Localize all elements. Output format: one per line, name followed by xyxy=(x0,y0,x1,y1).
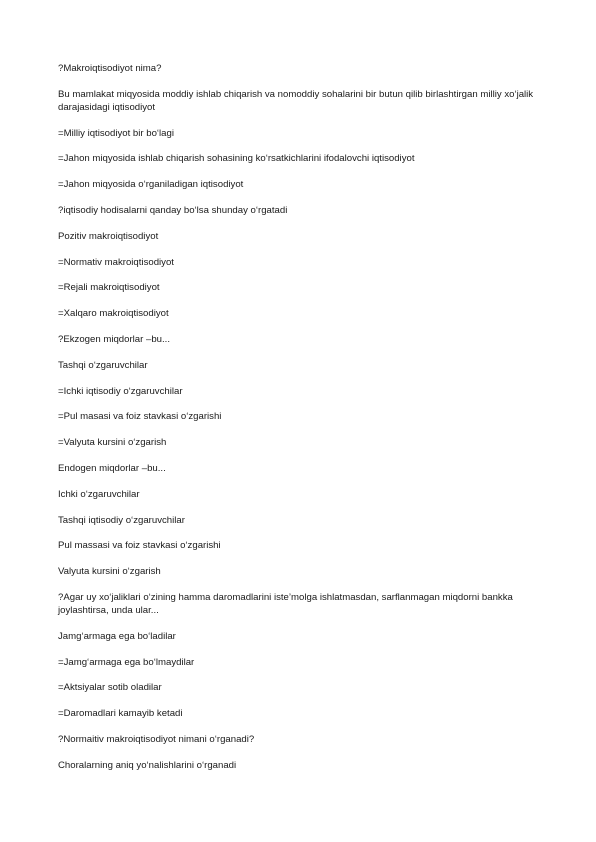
option-line: Tashqi iqtisodiy o‘zgaruvchilar xyxy=(58,514,185,526)
option-line: =Pul masasi va foiz stavkasi o‘zgarishi xyxy=(58,411,222,423)
answer-line: Bu mamlakat miqyosida moddiy ishlab chiqarish va nomoddiy sohalarini bir butun qilib birlashtirgan milliy xo‘jalik darajasidagi iqtisodiyot xyxy=(58,88,534,113)
option-line: Valyuta kursini o‘zgarish xyxy=(58,566,161,578)
answer-line: Tashqi o‘zgaruvchilar xyxy=(58,359,148,371)
option-line: =Rejali makroiqtisodiyot xyxy=(58,282,160,294)
option-line: =Normativ makroiqtisodiyot xyxy=(58,256,174,268)
document-body xyxy=(58,62,540,785)
option-line: =Valyuta kursini o‘zgarish xyxy=(58,437,167,449)
question-line: ?Normaitiv makroiqtisodiyot nimani o‘rganadi? xyxy=(58,733,255,745)
answer-line: Pozitiv makroiqtisodiyot xyxy=(58,230,159,242)
question-line: Endogen miqdorlar –bu... xyxy=(58,462,166,474)
option-line: =Milliy iqtisodiyot bir bo‘lagi xyxy=(58,127,174,139)
option-line: =Aktsiyalar sotib oladilar xyxy=(58,682,162,694)
answer-line: Choralarning aniq yo‘nalishlarini o‘rganadi xyxy=(58,759,237,771)
option-line: =Jahon miqyosida o‘rganiladigan iqtisodiyot xyxy=(58,179,244,191)
option-line: =Daromadlari kamayib ketadi xyxy=(58,708,183,720)
answer-line: Ichki o‘zgaruvchilar xyxy=(58,488,140,500)
question-line: ?Makroiqtisodiyot nima? xyxy=(58,63,162,74)
answer-line: Jamg‘armaga ega bo‘ladilar xyxy=(58,630,176,642)
option-line: =Ichki iqtisodiy o‘zgaruvchilar xyxy=(58,385,183,397)
question-line: ?Ekzogen miqdorlar –bu... xyxy=(58,333,170,345)
option-line: =Xalqaro makroiqtisodiyot xyxy=(58,308,169,320)
option-line: =Jamg‘armaga ega bo‘lmaydilar xyxy=(58,656,195,668)
option-line: Pul massasi va foiz stavkasi o‘zgarishi xyxy=(58,540,221,552)
option-line: =Jahon miqyosida ishlab chiqarish sohasining ko‘rsatkichlarini ifodalovchi iqtisodiyot xyxy=(58,153,415,165)
question-line: ?iqtisodiy hodisalarni qanday bo‘lsa shunday o‘rgatadi xyxy=(58,204,288,216)
question-line: ?Agar uy xo‘jaliklari o‘zining hamma daromadlarini iste’molga ishlatmasdan, sarflanmagan miqdorni bankka joylashtirsa, unda ular... xyxy=(58,591,513,616)
